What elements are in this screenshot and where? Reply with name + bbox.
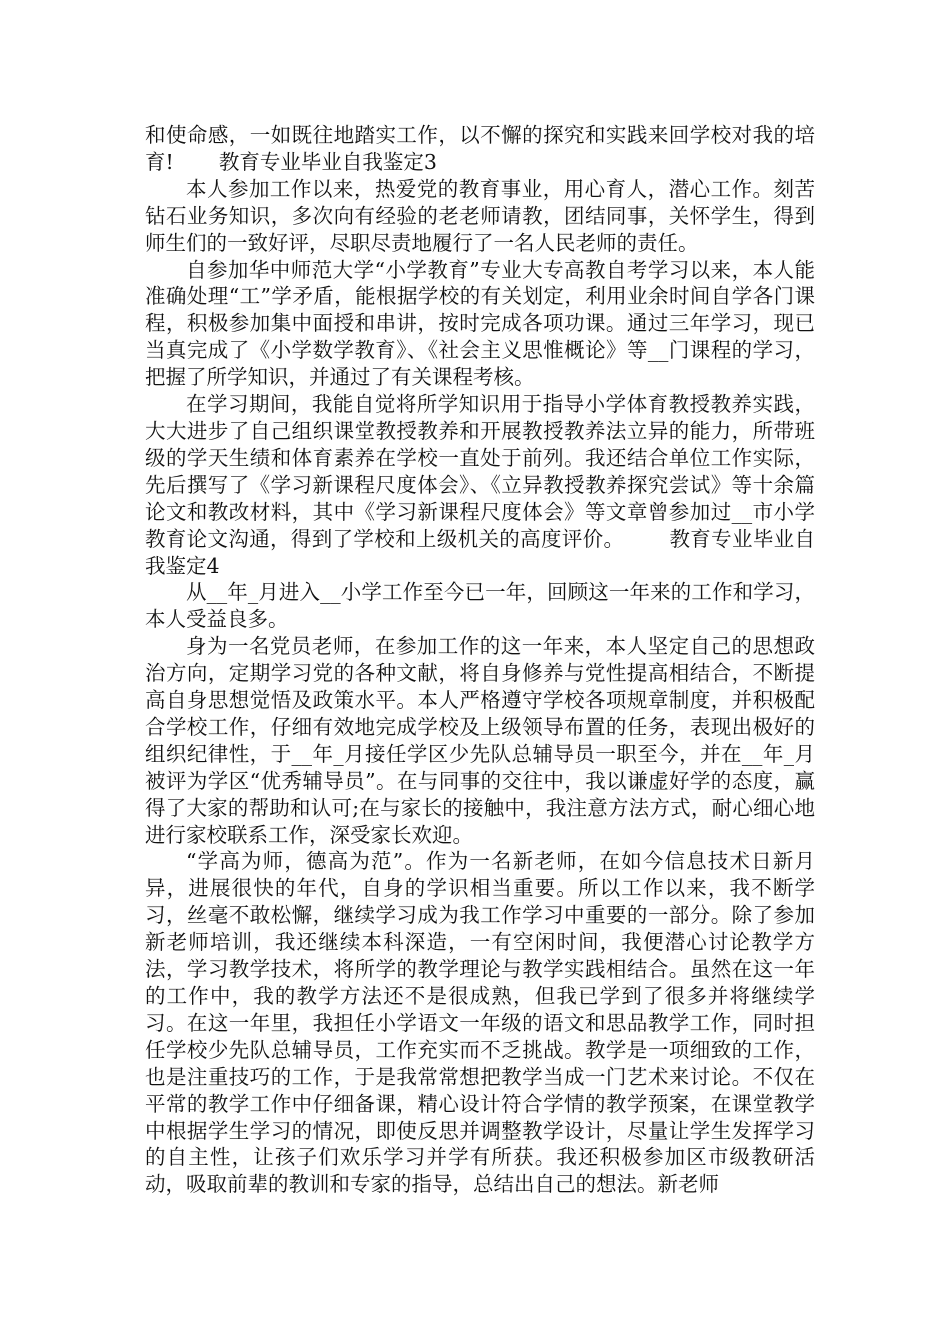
continuation-paragraph bbox=[145, 122, 815, 176]
section-3-paragraph-2: 自参加华中师范大学“小学教育”专业大专高教自考学习以来，本人能准确处理“工”学矛盾，能根据学校的有关划定，利用业余时间自学各门课程，积极参加集中面授和串讲，按时完成各项功课。通过三年学习，现已当真完成了《小学数学教育》、《社会主义思惟概论》等__门课程的学习，把握了所学知识，并通过了有关课程考核。 bbox=[145, 257, 815, 390]
section-3-paragraph-3 bbox=[145, 391, 815, 579]
section-3-heading: 教育专业毕业自我鉴定3 bbox=[218, 149, 437, 174]
section-3-paragraph-1: 本人参加工作以来，热爱党的教育事业，用心育人，潜心工作。刻苦钻石业务知识，多次向有经验的老老师请教，团结同事，关怀学生，得到师生们的一致好评，尽职尽责地履行了一名人民老师的责任。 bbox=[145, 176, 815, 255]
continuation-text: 和使命感，一如既往地踏实工作，以不懈的探究和实践来回学校对我的培育! bbox=[145, 123, 815, 174]
section-4-heading: 教育专业毕业自我鉴定4 bbox=[145, 526, 816, 578]
document-page bbox=[145, 122, 815, 1198]
section-4-paragraph-1: 从__年_月进入__小学工作至今已一年，回顾这一年来的工作和学习，本人受益良多。 bbox=[145, 580, 815, 632]
section-4-paragraph-2: 身为一名党员老师，在参加工作的这一年来，本人坚定自己的思想政治方向，定期学习党的各种文献，将自身修养与党性提高相结合，不断提高自身思想觉悟及政策水平。本人严格遵守学校各项规章制度，并积极配合学校工作，仔细有效地完成学校及上级领导布置的任务，表现出极好的组织纪律性，于__年_月接任学区少先队总辅导员一职至今，并在__年_月被评为学区“优秀辅导员”。在与同事的交往中，我以谦虚好学的态度，赢得了大家的帮助和认可;在与家长的接触中，我注意方法方式，耐心细心地进行家校联系工作，深受家长欢迎。 bbox=[145, 634, 815, 847]
section-4-paragraph-3: “学高为师，德高为范”。作为一名新老师，在如今信息技术日新月异，进展很快的年代，自身的学识相当重要。所以工作以来，我不断学习，丝毫不敢松懈，继续学习成为我工作学习中重要的一部分。除了参加新老师培训，我还继续本科深造，一有空闲时间，我便潜心讨论教学方法，学习教学技术，将所学的教学理论与教学实践相结合。虽然在这一年的工作中，我的教学方法还不是很成熟，但我已学到了很多并将继续学习。在这一年里，我担任小学语文一年级的语文和思品教学工作，同时担任学校少先队总辅导员，工作充实而不乏挑战。教学是一项细致的工作，也是注重技巧的工作，于是我常常想把教学当成一门艺术来讨论。不仅在平常的教学工作中仔细备课，精心设计符合学情的教学预案，在课堂教学中根据学生学习的情况，即使反思并调整教学设计，尽量让学生发挥学习的自主性，让孩子们欢乐学习并学有所获。我还积极参加区市级教研活动，吸取前辈的教训和专家的指导，总结出自己的想法。新老师 bbox=[145, 849, 815, 1197]
section-3-paragraph-3-text: 在学习期间，我能自觉将所学知识用于指导小学体育教授教养实践，大大进步了自己组织课堂教授教养和开展教授教养法立异的能力，所带班级的学天生绩和体育素养在学校一直处于前列。我还结合单位工作实际，先后撰写了《学习新课程尺度体会》、《立异教授教养探究尝试》等十余篇论文和教改材料，其中《学习新课程尺度体会》等文章曾参加过__市小学教育论文沟通，得到了学校和上级机关的高度评价。 bbox=[145, 392, 815, 551]
